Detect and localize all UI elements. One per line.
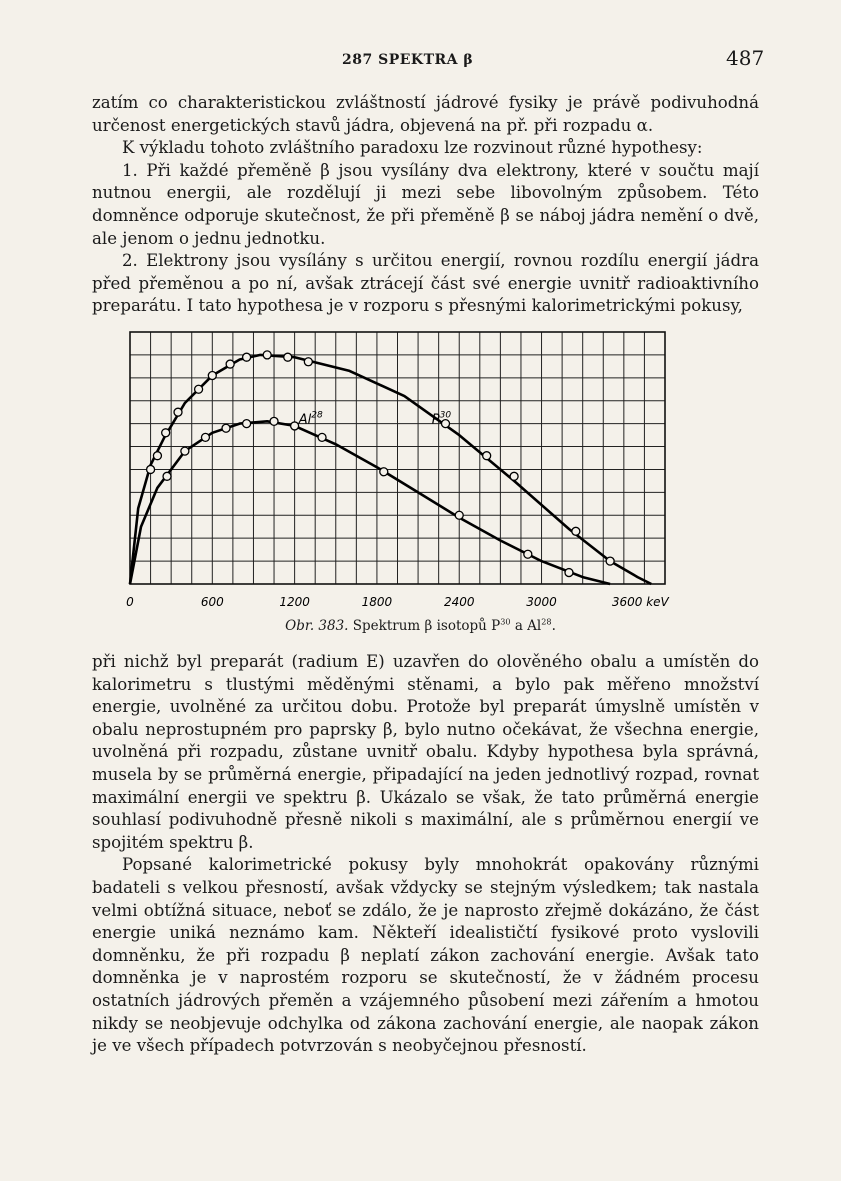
caption-end: . — [551, 618, 556, 634]
data-point-al28 — [163, 472, 171, 480]
data-point-al28 — [380, 468, 388, 476]
paragraph: při nichž byl preparát (radium E) uzavřen do olověného obalu a umístěn do kalorimetru s tlustými měděnými stěnami, a bylo pak měřeno množství energie, uvolněné za určitou dobu. Protože byl preparát úmyslně umístěn v obalu neprostupném pro paprsky β, bylo nutno očekávat, že všechna energie, uvolněná při rozpadu, zůstane uvnitř obalu. Kdyby hypothesa byla správná, musela by se průměrná energie, připadající na jeden jednotlivý rozpad, rovnat maximální energii ve spektru β. Ukázalo se však, že tato průměrná energie souhlasí podivuhodně přesně nikoli s maximální, ale s průměrnou energií ve spojitém spektru β. — [92, 652, 759, 852]
series-label-al28: Al$^{28}$ — [298, 410, 323, 428]
caption-figure-number: Obr. 383. — [285, 618, 349, 634]
caption-middle: a Al — [510, 618, 542, 634]
data-point-al28 — [270, 417, 278, 425]
data-point-al28 — [524, 550, 532, 558]
data-point-p30 — [284, 353, 292, 361]
data-point-p30 — [174, 408, 182, 416]
running-title: 287 SPEKTRA β — [342, 52, 474, 68]
x-tick-label: 0 — [126, 595, 134, 609]
paragraph: Popsané kalorimetrické pokusy byly mnohokrát opakovány různými badateli s velkou přesností, avšak vždycky se stejným výsledkem; tak nastala velmi obtížná situace, neboť se zdálo, že je naprosto zřejmě dokázáno, že část energie uniká neznámo kam. Někteří idealističtí fysikové proto vyslovili domněnku, že při rozpadu β neplatí zákon zachování energie. Avšak tato domněnka je v naprostém rozporu se skutečností, že v žádném procesu ostatních jádrových přeměn a vzájemného působení mezi zářením a hmotou nikdy se neobjevuje odchylka od zákona zachování energie, ale naopak zákon je ve všech případech potvrzován s neobyčejnou přesností. — [92, 855, 759, 1056]
caption-text: Spektrum β isotopů P — [352, 618, 501, 634]
caption-sup-al28: 28 — [541, 616, 552, 627]
paragraph: zatím co charakteristickou zvláštností jádrové fysiky je právě podivuhodná určenost energetických stavů jádra, objevená na př. při rozpadu α. — [92, 93, 759, 135]
paragraph: 2. Elektrony jsou vysílány s určitou energií, rovnou rozdílu energií jádra před přeměnou a po ní, avšak ztrácejí část své energie uvnitř radioaktivního preparátu. I tato hypothesa je v rozporu s přesnými kalorimetrickými pokusy, — [92, 251, 759, 316]
series-label-p30: $P^{30}$ — [431, 410, 452, 428]
data-point-p30 — [147, 465, 155, 473]
data-point-al28 — [291, 422, 299, 430]
data-point-p30 — [162, 429, 170, 437]
data-point-p30 — [442, 420, 450, 428]
data-point-p30 — [243, 353, 251, 361]
spectrum-chart — [118, 328, 678, 618]
data-point-p30 — [208, 372, 216, 380]
data-point-p30 — [153, 452, 161, 460]
data-point-p30 — [195, 385, 203, 393]
figure-caption — [0, 618, 841, 634]
x-tick-label: 1200 — [279, 595, 310, 609]
data-point-p30 — [572, 527, 580, 535]
data-point-al28 — [243, 420, 251, 428]
x-tick-label: 2400 — [443, 595, 475, 609]
page-number: 487 — [726, 46, 765, 70]
data-point-al28 — [565, 569, 573, 577]
data-point-p30 — [483, 452, 491, 460]
x-tick-label: 1800 — [361, 595, 393, 609]
data-point-al28 — [222, 424, 230, 432]
top-text-block — [92, 92, 759, 318]
data-point-p30 — [510, 472, 518, 480]
data-point-p30 — [304, 358, 312, 366]
page-header — [0, 46, 841, 76]
data-point-al28 — [455, 511, 463, 519]
paragraph: K výkladu tohoto zvláštního paradoxu lze rozvinout různé hypothesy: — [122, 138, 703, 158]
data-point-al28 — [318, 433, 326, 441]
x-tick-label: 3600 keV — [611, 595, 669, 609]
x-tick-label: 600 — [200, 595, 224, 609]
data-point-p30 — [226, 360, 234, 368]
x-tick-label: 3000 — [526, 595, 557, 609]
data-point-al28 — [181, 447, 189, 455]
paragraph: 1. Při každé přeměně β jsou vysílány dva elektrony, které v součtu mají nutnou energii, ale rozdělují ji mezi sebe libovolným způsobem. Této domněnce odporuje skutečnost, že při přeměně β se náboj jádra nemění o dvě, ale jenom o jednu jednotku. — [92, 160, 759, 248]
data-point-p30 — [263, 351, 271, 359]
spectrum-figure — [118, 328, 678, 618]
bottom-text-block — [92, 651, 759, 1058]
data-point-p30 — [606, 557, 614, 565]
caption-sup-p30: 30 — [500, 616, 511, 627]
data-point-al28 — [201, 433, 209, 441]
